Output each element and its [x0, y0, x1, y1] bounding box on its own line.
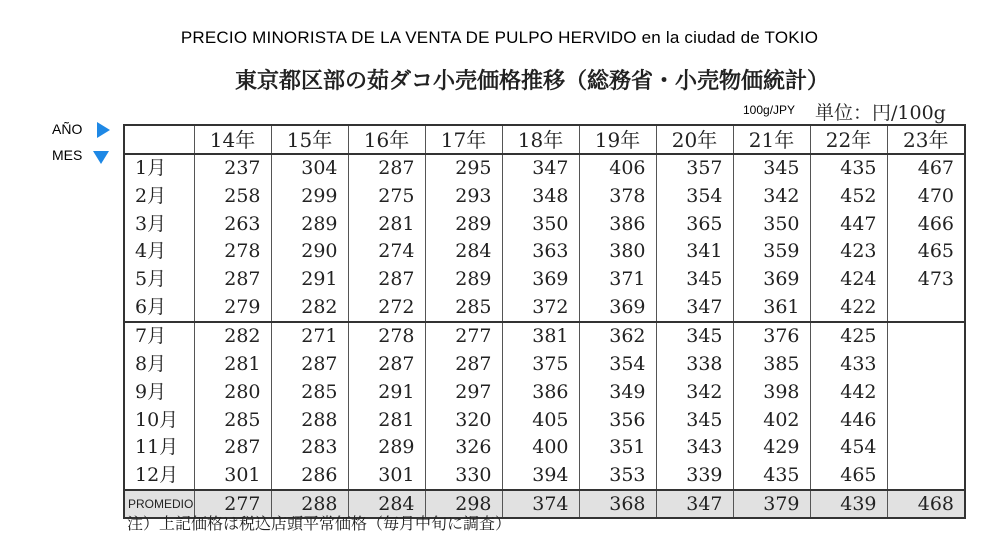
price-cell: 258 [194, 183, 271, 211]
average-cell: 277 [194, 490, 271, 518]
header-row [124, 125, 965, 154]
price-cell: 281 [348, 210, 425, 238]
price-cell: 378 [579, 183, 656, 211]
month-label-cell: 5月 [124, 266, 194, 294]
month-label-cell: 6月 [124, 293, 194, 322]
table-row [124, 238, 965, 266]
price-cell: 281 [194, 351, 271, 379]
price-cell: 288 [271, 406, 348, 434]
price-cell: 330 [425, 462, 502, 491]
month-label-cell: 4月 [124, 238, 194, 266]
price-cell: 386 [579, 210, 656, 238]
price-cell: 287 [348, 154, 425, 183]
price-cell: 363 [502, 238, 579, 266]
price-cell: 287 [348, 266, 425, 294]
price-cell: 285 [194, 406, 271, 434]
average-cell: 368 [579, 490, 656, 518]
price-cell: 466 [887, 210, 965, 238]
chart-title: PRECIO MINORISTA DE LA VENTA DE PULPO HERVIDO en la ciudad de TOKIO [180, 28, 819, 47]
price-cell: 369 [579, 293, 656, 322]
price-cell: 289 [348, 434, 425, 462]
table-row [124, 183, 965, 211]
price-cell: 380 [579, 238, 656, 266]
price-cell: 348 [502, 183, 579, 211]
price-cell: 345 [656, 322, 733, 351]
table-row [124, 210, 965, 238]
price-cell: 435 [810, 154, 887, 183]
year-header-cell: 22年 [810, 125, 887, 154]
year-header-cell: 16年 [348, 125, 425, 154]
month-axis-label: MES [52, 147, 83, 163]
chart-subtitle-jp: 東京都区部の茹ダコ小売価格推移（総務省・小売物価統計） [235, 68, 830, 94]
price-cell: 237 [194, 154, 271, 183]
year-axis-label: AÑO [52, 121, 83, 137]
price-cell: 351 [579, 434, 656, 462]
price-cell: 361 [733, 293, 810, 322]
price-cell: 293 [425, 183, 502, 211]
price-cell: 287 [194, 266, 271, 294]
average-cell: 298 [425, 490, 502, 518]
price-cell: 385 [733, 351, 810, 379]
price-cell: 406 [579, 154, 656, 183]
price-cell [887, 406, 965, 434]
price-cell [887, 379, 965, 407]
year-header-cell: 21年 [733, 125, 810, 154]
price-cell: 287 [271, 351, 348, 379]
price-cell: 295 [425, 154, 502, 183]
average-cell: 284 [348, 490, 425, 518]
table-row [124, 379, 965, 407]
price-cell: 285 [271, 379, 348, 407]
price-cell: 447 [810, 210, 887, 238]
price-cell: 365 [656, 210, 733, 238]
price-cell: 280 [194, 379, 271, 407]
price-cell: 283 [271, 434, 348, 462]
price-cell: 287 [425, 351, 502, 379]
price-cell: 369 [733, 266, 810, 294]
price-cell: 274 [348, 238, 425, 266]
month-label-cell: 8月 [124, 351, 194, 379]
price-cell: 371 [579, 266, 656, 294]
month-label-cell: 10月 [124, 406, 194, 434]
price-cell: 304 [271, 154, 348, 183]
price-cell: 402 [733, 406, 810, 434]
price-cell: 375 [502, 351, 579, 379]
price-cell: 381 [502, 322, 579, 351]
price-cell: 405 [502, 406, 579, 434]
price-cell: 452 [810, 183, 887, 211]
price-cell: 372 [502, 293, 579, 322]
footnote: 注）上記価格は税込店頭平常価格（毎月中旬に調査） [127, 514, 512, 533]
price-cell: 424 [810, 266, 887, 294]
average-label-cell: PROMEDIO [124, 490, 194, 518]
price-cell: 465 [887, 238, 965, 266]
price-cell: 359 [733, 238, 810, 266]
price-cell: 347 [502, 154, 579, 183]
price-cell: 291 [271, 266, 348, 294]
price-cell [887, 293, 965, 322]
price-cell: 291 [348, 379, 425, 407]
average-cell: 288 [271, 490, 348, 518]
price-cell [887, 462, 965, 491]
price-cell: 356 [579, 406, 656, 434]
table-row [124, 351, 965, 379]
price-cell: 278 [194, 238, 271, 266]
table-row [124, 434, 965, 462]
average-cell: 379 [733, 490, 810, 518]
arrow-down-icon [93, 151, 109, 164]
price-cell: 354 [656, 183, 733, 211]
table-row [124, 322, 965, 351]
price-cell: 350 [733, 210, 810, 238]
price-cell: 286 [271, 462, 348, 491]
price-cell: 282 [194, 322, 271, 351]
price-cell: 341 [656, 238, 733, 266]
price-cell: 326 [425, 434, 502, 462]
price-cell: 467 [887, 154, 965, 183]
price-cell: 282 [271, 293, 348, 322]
price-cell: 362 [579, 322, 656, 351]
price-cell: 376 [733, 322, 810, 351]
year-header-cell: 17年 [425, 125, 502, 154]
price-cell: 342 [733, 183, 810, 211]
price-cell: 287 [348, 351, 425, 379]
price-cell: 423 [810, 238, 887, 266]
price-cell: 279 [194, 293, 271, 322]
price-cell: 320 [425, 406, 502, 434]
price-cell: 278 [348, 322, 425, 351]
price-cell [887, 434, 965, 462]
price-cell: 394 [502, 462, 579, 491]
price-cell: 339 [656, 462, 733, 491]
price-cell: 297 [425, 379, 502, 407]
price-cell: 425 [810, 322, 887, 351]
price-cell: 301 [194, 462, 271, 491]
table-row [124, 293, 965, 322]
price-cell: 289 [425, 266, 502, 294]
average-cell: 347 [656, 490, 733, 518]
price-cell: 357 [656, 154, 733, 183]
price-cell: 350 [502, 210, 579, 238]
price-cell: 343 [656, 434, 733, 462]
price-cell: 289 [425, 210, 502, 238]
header-corner-cell [124, 125, 194, 154]
price-cell: 281 [348, 406, 425, 434]
price-cell: 349 [579, 379, 656, 407]
price-cell: 347 [656, 293, 733, 322]
price-cell: 465 [810, 462, 887, 491]
price-cell: 342 [656, 379, 733, 407]
price-cell: 338 [656, 351, 733, 379]
table-row [124, 406, 965, 434]
price-cell: 470 [887, 183, 965, 211]
price-table [123, 124, 966, 519]
price-cell: 272 [348, 293, 425, 322]
price-cell: 275 [348, 183, 425, 211]
year-header-cell: 18年 [502, 125, 579, 154]
month-label-cell: 3月 [124, 210, 194, 238]
average-cell: 374 [502, 490, 579, 518]
table-row [124, 462, 965, 491]
month-label-cell: 11月 [124, 434, 194, 462]
table-row [124, 266, 965, 294]
price-cell: 301 [348, 462, 425, 491]
month-label-cell: 9月 [124, 379, 194, 407]
price-cell: 345 [656, 266, 733, 294]
average-cell: 468 [887, 490, 965, 518]
year-header-cell: 19年 [579, 125, 656, 154]
price-cell: 369 [502, 266, 579, 294]
month-label-cell: 1月 [124, 154, 194, 183]
price-cell: 353 [579, 462, 656, 491]
month-label-cell: 7月 [124, 322, 194, 351]
price-cell: 473 [887, 266, 965, 294]
price-cell: 429 [733, 434, 810, 462]
price-cell: 442 [810, 379, 887, 407]
price-cell: 354 [579, 351, 656, 379]
price-cell: 263 [194, 210, 271, 238]
average-cell: 439 [810, 490, 887, 518]
price-cell: 398 [733, 379, 810, 407]
table-row [124, 154, 965, 183]
price-cell: 422 [810, 293, 887, 322]
price-cell: 400 [502, 434, 579, 462]
unit-label: 100g/JPY [743, 103, 796, 117]
year-header-cell: 15年 [271, 125, 348, 154]
year-header-cell: 23年 [887, 125, 965, 154]
price-cell: 285 [425, 293, 502, 322]
price-cell: 433 [810, 351, 887, 379]
price-cell: 290 [271, 238, 348, 266]
price-cell: 454 [810, 434, 887, 462]
price-cell: 345 [656, 406, 733, 434]
month-label-cell: 12月 [124, 462, 194, 491]
price-cell: 386 [502, 379, 579, 407]
arrow-right-icon [97, 122, 110, 138]
price-cell: 284 [425, 238, 502, 266]
price-cell: 277 [425, 322, 502, 351]
price-cell [887, 351, 965, 379]
price-cell: 345 [733, 154, 810, 183]
unit-label-jp: 単位：円/100g [815, 102, 946, 124]
price-cell: 287 [194, 434, 271, 462]
price-cell: 289 [271, 210, 348, 238]
year-header-cell: 14年 [194, 125, 271, 154]
month-label-cell: 2月 [124, 183, 194, 211]
price-cell: 271 [271, 322, 348, 351]
price-cell: 435 [733, 462, 810, 491]
price-cell: 299 [271, 183, 348, 211]
price-cell: 446 [810, 406, 887, 434]
year-header-cell: 20年 [656, 125, 733, 154]
price-cell [887, 322, 965, 351]
